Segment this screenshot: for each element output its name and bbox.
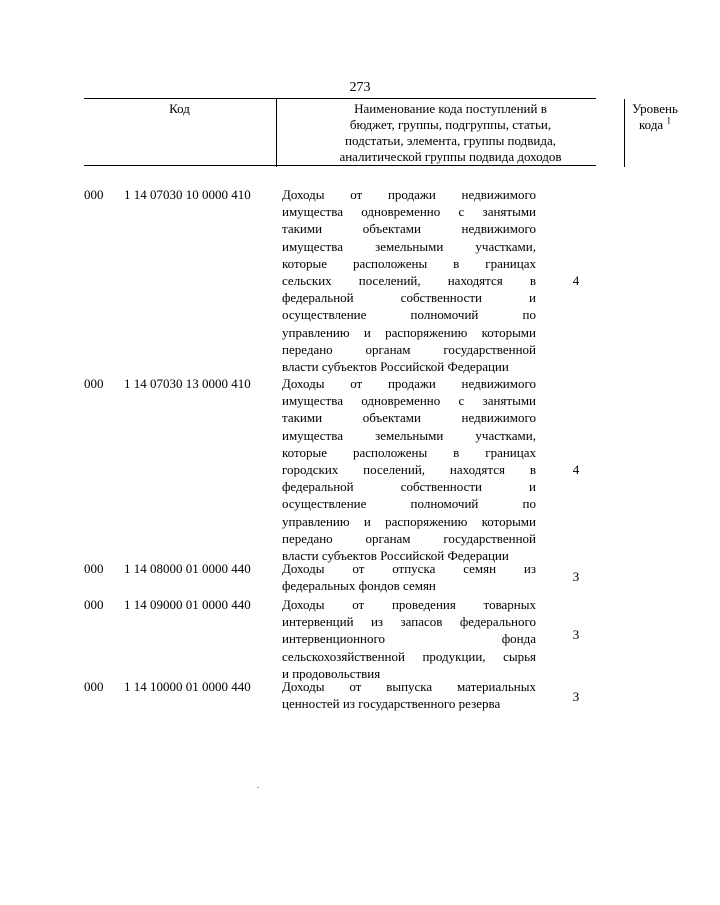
revenue-code: 1 14 10000 01 0000 440	[124, 679, 251, 694]
admin-code: 000	[84, 561, 104, 576]
header-level-word: кода	[639, 117, 664, 132]
revenue-name	[282, 375, 536, 564]
name-line: имущества одновременно с занятыми	[282, 204, 536, 220]
level-code: 4	[572, 462, 580, 477]
header-name-line: подстатьи, элемента, группы подвида,	[345, 133, 556, 148]
name-line: федеральной собственности и	[282, 290, 536, 306]
table-header	[84, 98, 678, 166]
level-code: 3	[572, 627, 580, 642]
name-line: управлению и распоряжению которыми	[282, 513, 536, 529]
name-line: Доходы от выпуска материальных	[282, 679, 536, 694]
header-name-line: аналитической группы подвида доходов	[339, 149, 562, 164]
name-line: осуществление полномочий по	[282, 307, 536, 323]
name-line: передано органам государственной	[282, 530, 536, 546]
name-line: Доходы от проведения товарных	[282, 597, 536, 612]
name-line: интервенций из запасов федерального	[282, 614, 536, 630]
header-level-line2	[625, 117, 685, 133]
name-line: Доходы от отпуска семян из	[282, 561, 536, 576]
header-name-line: Наименование кода поступлений в	[354, 101, 547, 116]
revenue-code: 1 14 07030 10 0000 410	[124, 187, 251, 202]
level-code: 4	[572, 273, 580, 288]
table-row	[84, 678, 596, 714]
scan-dot	[257, 787, 259, 788]
name-line: Доходы от продажи недвижимого	[282, 376, 536, 391]
name-line: такими объектами недвижимого	[282, 410, 536, 426]
level-code: 3	[572, 569, 580, 584]
header-level-line1: Уровень	[632, 101, 678, 116]
name-line: интервенционного фонда	[282, 631, 536, 647]
header-level	[625, 99, 685, 167]
revenue-code: 1 14 08000 01 0000 440	[124, 561, 251, 576]
table-row	[84, 560, 596, 596]
revenue-name	[282, 560, 536, 594]
admin-code: 000	[84, 597, 104, 612]
header-name-line: бюджет, группы, подгруппы, статьи,	[349, 117, 552, 132]
name-line: управлению и распоряжению которыми	[282, 324, 536, 340]
header-level-footnote: 1	[666, 115, 671, 126]
name-line: власти субъектов Российской Федерации	[282, 548, 509, 564]
name-line: ценностей из государственного резерва	[282, 696, 501, 712]
header-code: Код	[169, 101, 190, 116]
name-line: имущества одновременно с занятыми	[282, 393, 536, 409]
name-line: и продовольствия	[282, 665, 381, 681]
admin-code: 000	[84, 376, 104, 391]
admin-code: 000	[84, 679, 104, 694]
name-line: имущества земельными участками,	[282, 238, 536, 254]
table-row	[84, 596, 596, 682]
revenue-name	[282, 186, 536, 375]
name-line: осуществление полномочий по	[282, 496, 536, 512]
revenue-name	[282, 596, 536, 682]
name-line: такими объектами недвижимого	[282, 221, 536, 237]
name-line: которые расположены в границах	[282, 444, 536, 460]
name-line: имущества земельными участками,	[282, 427, 536, 443]
name-line: городских поселений, находятся в	[282, 462, 536, 478]
header-name	[276, 99, 625, 167]
name-line: сельскохозяйственной продукции, сырья	[282, 648, 536, 664]
name-line: Доходы от продажи недвижимого	[282, 187, 536, 202]
name-line: федеральной собственности и	[282, 479, 536, 495]
level-code: 3	[572, 689, 580, 704]
name-line: передано органам государственной	[282, 341, 536, 357]
admin-code: 000	[84, 187, 104, 202]
name-line: власти субъектов Российской Федерации	[282, 359, 509, 375]
name-line: сельских поселений, находятся в	[282, 273, 536, 289]
table-row	[84, 186, 596, 376]
revenue-code: 1 14 09000 01 0000 440	[124, 597, 251, 612]
name-line: федеральных фондов семян	[282, 578, 436, 594]
revenue-name	[282, 678, 536, 712]
page-number: 273	[349, 80, 371, 95]
table-row	[84, 375, 596, 565]
name-line: которые расположены в границах	[282, 255, 536, 271]
revenue-code: 1 14 07030 13 0000 410	[124, 376, 251, 391]
